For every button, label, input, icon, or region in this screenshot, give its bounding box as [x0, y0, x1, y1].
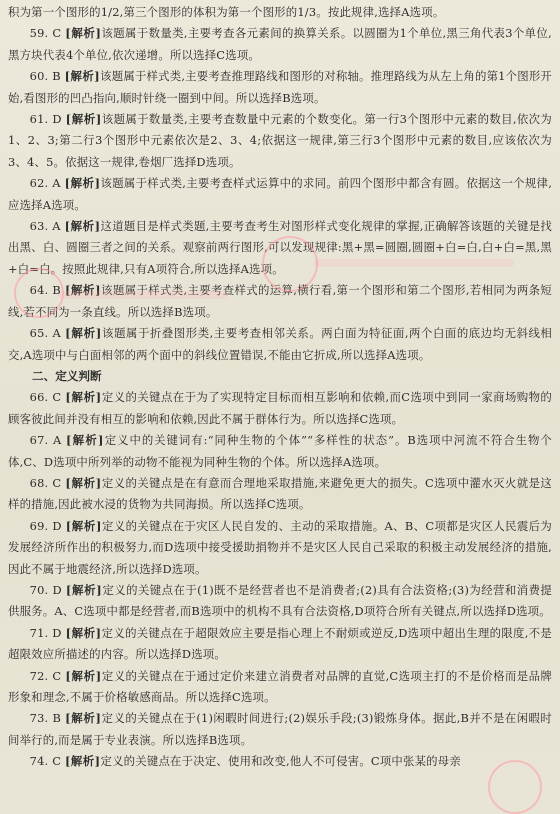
answer-text: 定义的关键点是在有意而合理地采取措施,来避免更大的损失。C选项中灌水灭火就是这样的措施,因此被水浸的货物为共同海损。所以选择C选项。: [8, 475, 553, 512]
answer-text: 定义的关键点在于灾区人民自发的、主动的采取措施。A、B、C项都是灾区人民震后为发展经济所作出的积极努力,而D选项中接受援助捐物并不是灾区人民自己采取的积极主动发展经济的措施,因此不属于地震经济,所以选择D选项。: [8, 518, 553, 576]
answer-number: 69. D: [29, 518, 62, 533]
answer-number: 67. A: [29, 433, 62, 448]
answer-number: 74. C: [29, 754, 62, 769]
answer-text: 该题属于样式类,主要考查样式的运算,横行看,第一个图形和第二个图形,若相同为两条短线,若不同为一条直线。所以选择B选项。: [8, 283, 553, 319]
analysis-tag: [解析]: [64, 69, 101, 84]
answer-text: 定义的关键点在于决定、使用和改变,他人不可侵害。C项中张某的母亲: [100, 754, 461, 769]
answer-number: 72. C: [29, 668, 62, 683]
analysis-tag: [解析]: [64, 283, 102, 298]
answer-text: 定义中的关键词有:“同种生物的个体”“多样性的状态”。B选项中河流不符合生物个体,C、D选项中所列举的动物不能视为同种生物的个体。所以选择A选项。: [8, 433, 552, 469]
answer-item: [8, 751, 552, 772]
answer-item: [8, 23, 552, 66]
answer-text: 该题属于折叠图形类,主要考查相邻关系。两白面为特征面,两个白面的底边均无斜线相交,A选项中与白面相邻的两个面中的斜线位置错误,不能由它折成,所以选择A选项。: [8, 326, 553, 362]
answer-text: 定义的关键点在于为了实现特定目标而相互影响和依赖,而C选项中到同一家商场购物的顾客彼此间并没有相互的影响和依赖,因此不属于群体行为。所以选择C选项。: [8, 390, 553, 426]
answer-item: [8, 623, 552, 666]
answer-number: 62. A: [29, 176, 61, 191]
analysis-tag: [解析]: [64, 176, 101, 191]
answer-text: 定义的关键点在于(1)既不是经营者也不是消费者;(2)具有合法资格;(3)为经营和消费提供服务。A、C选项中都是经营者,而B选项中的机构不具有合法资格,D项符合所有关键点,所以选择D选项。: [8, 582, 553, 619]
answer-item: [8, 387, 552, 430]
answer-number: 64. B: [29, 283, 61, 298]
analysis-tag: [解析]: [65, 711, 102, 726]
answers-part-1: [8, 23, 552, 366]
analysis-tag: [解析]: [64, 219, 101, 234]
analysis-tag: [解析]: [65, 518, 102, 533]
answer-text: 该题属于数量类,主要考查各元素间的换算关系。以圆圈为1个单位,黑三角代表3个单位,黑方块代表4个单位,依次递增。所以选择C选项。: [8, 26, 552, 62]
analysis-tag: [解析]: [65, 475, 102, 490]
answer-text: 定义的关键点在于通过定价来建立消费者对品牌的直觉,C选项主打的不是价格而是品牌形象和理念,不属于价格敏感商品。所以选择C选项。: [8, 668, 553, 704]
answer-item: [8, 580, 552, 623]
answers-part-2: [8, 387, 552, 772]
analysis-tag: [解析]: [65, 582, 103, 597]
answer-item: [8, 280, 552, 323]
answer-item: [8, 473, 552, 516]
answer-text: 这道题目是样式类题,主要考查考生对图形样式变化规律的掌握,正确解答该题的关键是找出黑、白、圆圈三者之间的关系。观察前两行图形,可以发现规律:黑+黑=圆圈,圆圈+白=白,白+白=黑,黑+白=白。按照此规律,只有A项符合,所以选择A选项。: [8, 219, 553, 276]
answer-text: 该题属于数量类,主要考查数量中元素的个数变化。第一行3个图形中元素的数目,依次为1、2、3;第二行3个图形中元素依次是2、3、4;依据这一规律,第三行3个图形中元素的数目,应该依次为3、4、5。依据这一规律,卷烟厂选择D选项。: [8, 112, 552, 169]
answer-item: [8, 109, 552, 173]
answer-number: 70. D: [29, 582, 62, 597]
analysis-tag: [解析]: [65, 625, 102, 640]
answer-number: 61. D: [29, 112, 62, 127]
answer-text: 该题属于样式类,主要考查推理路线和图形的对称轴。推理路线为从左上角的第1个图形开始,看图形的凹凸指向,顺时针绕一圈到中间。所以选择B选项。: [8, 69, 552, 105]
answer-text: 该题属于样式类,主要考查样式运算中的求同。前四个图形中都含有圆。依据这一个规律,应选择A选项。: [8, 176, 553, 212]
answer-number: 66. C: [29, 390, 62, 405]
answer-item: [8, 323, 552, 366]
analysis-tag: [解析]: [65, 26, 102, 41]
answer-item: [8, 430, 552, 473]
intro-paragraph: 积为第一个图形的1/2,第三个图形的体积为第一个图形的1/3。按此规律,选择A选项。: [8, 5, 445, 19]
answer-number: 63. A: [29, 219, 61, 234]
answer-item: [8, 216, 552, 280]
analysis-tag: [解析]: [64, 754, 101, 769]
answer-text: 定义的关键点在于(1)闲暇时间进行;(2)娱乐手段;(3)锻炼身体。据此,B并不是在闲暇时间举行的,而是属于专业表演。所以选择B选项。: [8, 711, 552, 747]
answer-item: [8, 708, 552, 751]
answer-item: [8, 66, 552, 109]
answer-number: 65. A: [29, 326, 61, 341]
answer-number: 73. B: [29, 711, 62, 726]
answer-number: 71. D: [29, 625, 62, 640]
answer-text: 定义的关键点在于超限效应主要是指心理上不耐烦或逆反,D选项中超出生理的限度,不是超限效应所描述的内容。所以选择D选项。: [8, 625, 553, 662]
answer-number: 60. B: [29, 69, 61, 84]
analysis-tag: [解析]: [65, 112, 102, 127]
answer-number: 68. C: [29, 475, 62, 490]
section-title: 二、定义判断: [32, 368, 102, 383]
answer-item: [8, 173, 552, 216]
answer-number: 59. C: [29, 26, 62, 41]
analysis-tag: [解析]: [65, 390, 102, 405]
analysis-tag: [解析]: [65, 668, 102, 683]
answer-item: [8, 516, 552, 580]
analysis-tag: [解析]: [65, 326, 102, 341]
answer-item: [8, 666, 552, 709]
analysis-tag: [解析]: [66, 433, 104, 448]
